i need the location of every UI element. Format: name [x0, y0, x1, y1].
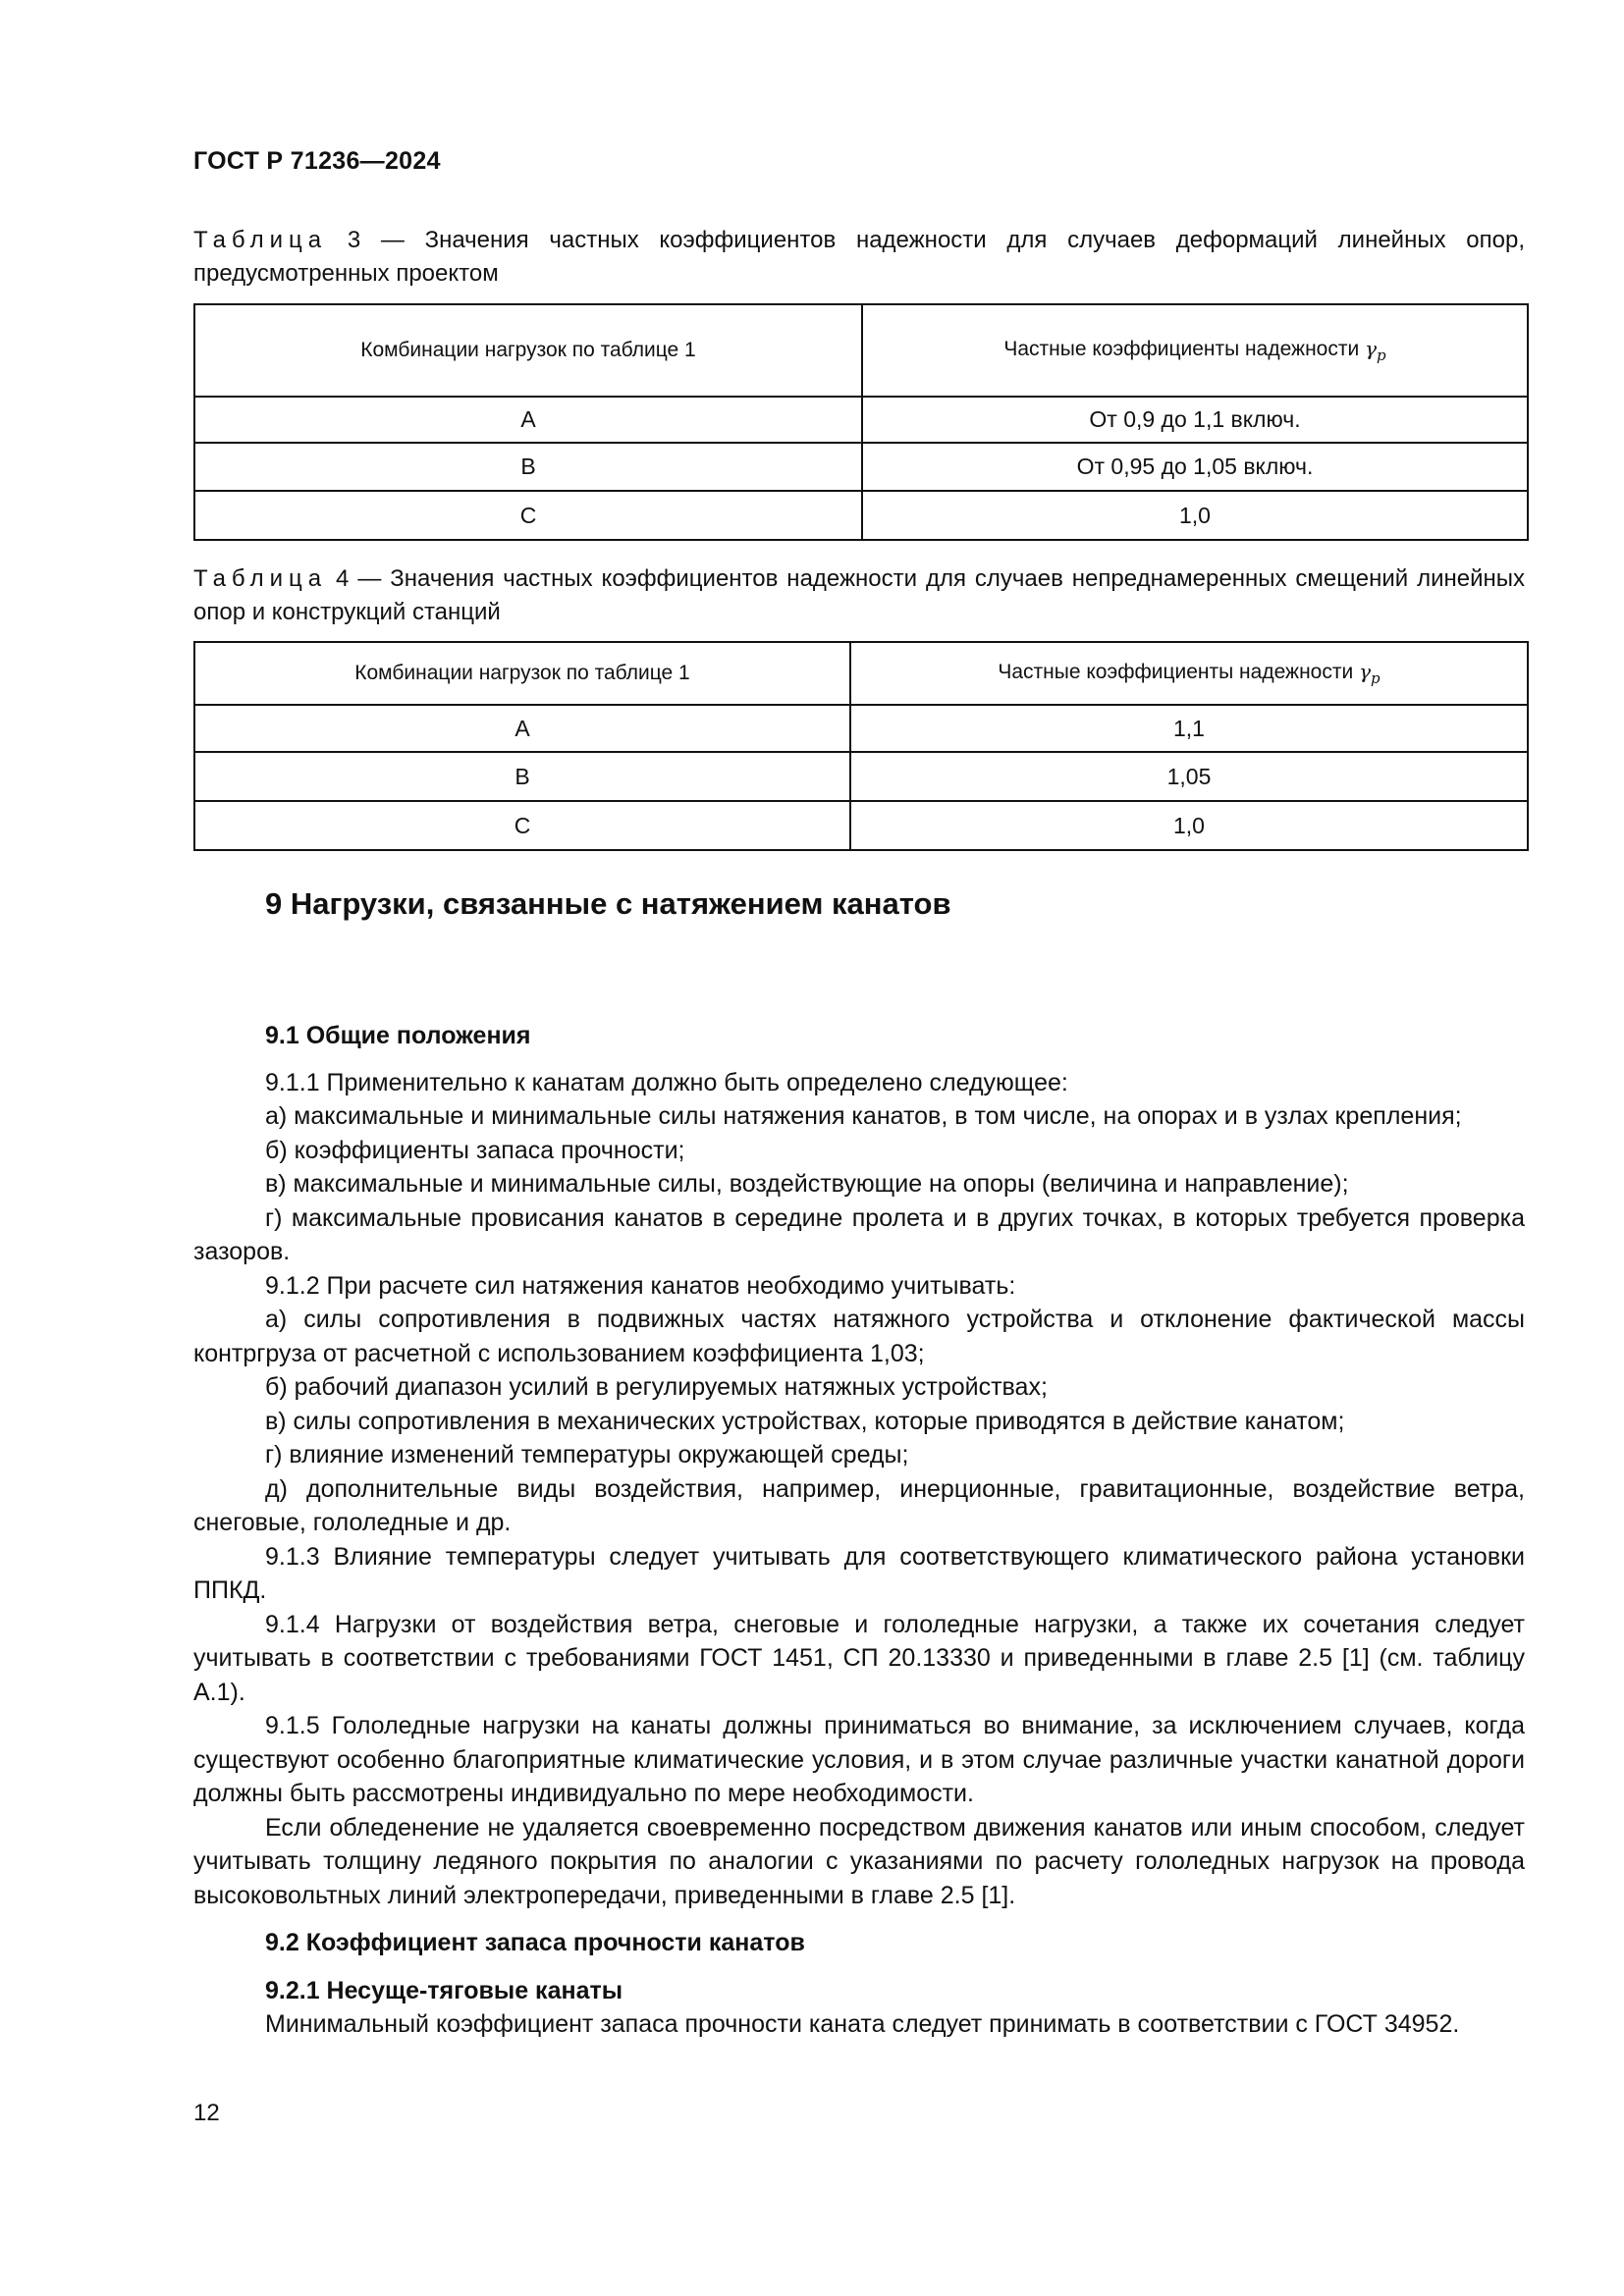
table3-caption — [193, 224, 1525, 291]
paragraph: а) максимальные и минимальные силы натяжения канатов, в том числе, на опорах и в узлах крепления; — [265, 1102, 1462, 1130]
combo-cell: C — [194, 491, 862, 540]
table4-col2-label: Частные коэффициенты надежности — [998, 661, 1354, 683]
paragraph: а) силы сопротивления в подвижных частях натяжного устройства и отклонение фактической массы контргруза от расчетной с использованием коэффициента 1,03; — [193, 1306, 1525, 1367]
section-body — [193, 1019, 1525, 2042]
table3-col2-header — [862, 304, 1528, 397]
value-cell: От 0,9 до 1,1 включ. — [862, 397, 1528, 443]
paragraph: д) дополнительные виды воздействия, например, инерционные, гравитационные, воздействие ветра, снеговые, гололедные и др. — [193, 1474, 1525, 1536]
paragraph: 9.1.3 Влияние температуры следует учитывать для соответствующего климатического района установки ППКД. — [193, 1542, 1525, 1604]
table4-caption-text: 4 — Значения частных коэффициентов надежности для случаев непреднамеренных смещений линейных опор и конструкций станций — [193, 565, 1525, 625]
combo-cell: A — [194, 705, 850, 752]
page-number: 12 — [193, 2100, 220, 2126]
paragraph: 9.1.2 При расчете сил натяжения канатов необходимо учитывать: — [265, 1271, 1016, 1300]
paragraph: 9.1.5 Гололедные нагрузки на канаты должны приниматься во внимание, за исключением случаев, когда существуют особенно благоприятные климатические условия, и в этом случае различные участки канатной дороги должны быть рассмотрены индивидуально по мере необходимости. — [193, 1712, 1525, 1807]
document-header: ГОСТ Р 71236—2024 — [193, 147, 441, 175]
combo-cell: B — [194, 443, 862, 491]
table-row — [194, 397, 1528, 443]
paragraph: г) максимальные провисания канатов в середине пролета и в других точках, в которых требуется проверка зазоров. — [193, 1203, 1525, 1265]
paragraph: 9.1.1 Применительно к канатам должно быть определено следующее: — [265, 1068, 1068, 1096]
table3-caption-text: 3 — Значения частных коэффициентов надежности для случаев деформаций линейных опор, предусмотренных проектом — [193, 227, 1525, 287]
table-row — [194, 752, 1528, 801]
table4-col1-header: Комбинации нагрузок по таблице 1 — [194, 642, 850, 705]
value-cell: 1,05 — [850, 752, 1528, 801]
paragraph: б) рабочий диапазон усилий в регулируемых натяжных устройствах; — [265, 1373, 1048, 1401]
combo-cell: A — [194, 397, 862, 443]
subsubsection-title: 9.2.1 Несуще-тяговые канаты — [265, 1976, 623, 2004]
gamma-symbol: $\gamma_p$ — [1359, 660, 1380, 687]
paragraph: г) влияние изменений температуры окружающей среды; — [265, 1441, 909, 1468]
paragraph: б) коэффициенты запаса прочности; — [265, 1136, 685, 1164]
table4-header-row — [194, 642, 1528, 705]
table3-header-row — [194, 304, 1528, 397]
table4-caption — [193, 562, 1525, 629]
table4 — [193, 641, 1529, 851]
paragraph: Минимальный коэффициент запаса прочности каната следует принимать в соответствии с ГОСТ 34952. — [265, 2010, 1460, 2038]
subsection-title: 9.2 Коэффициент запаса прочности канатов — [265, 1929, 805, 1956]
paragraph: в) максимальные и минимальные силы, воздействующие на опоры (величина и направление); — [265, 1170, 1349, 1198]
combo-cell: C — [194, 801, 850, 850]
paragraph: Если обледенение не удаляется своевременно посредством движения канатов или иным способом, следует учитывать толщину ледяного покрытия по аналогии с указаниями по расчету гололедных нагрузок на провода высоковольтных линий электропередачи, приведенными в главе 2.5 [1]. — [193, 1813, 1525, 1909]
paragraph: 9.1.4 Нагрузки от воздействия ветра, снеговые и гололедные нагрузки, а также их сочетания следует учитывать в соответствии с требованиями ГОСТ 1451, СП 20.13330 и приведенными в главе 2.5 [1] (см. таблицу А.1). — [193, 1610, 1525, 1706]
gamma-symbol: $\gamma_p$ — [1365, 337, 1386, 364]
combo-cell: B — [194, 752, 850, 801]
table-row — [194, 705, 1528, 752]
paragraph: в) силы сопротивления в механических устройствах, которые приводятся в действие канатом; — [265, 1407, 1345, 1435]
value-cell: 1,0 — [862, 491, 1528, 540]
table4-label: Таблица — [193, 565, 328, 592]
value-cell: 1,1 — [850, 705, 1528, 752]
value-cell: От 0,95 до 1,05 включ. — [862, 443, 1528, 491]
section-title: 9 Нагрузки, связанные с натяжением канатов — [265, 886, 951, 921]
value-cell: 1,0 — [850, 801, 1528, 850]
table3-col1-header: Комбинации нагрузок по таблице 1 — [194, 304, 862, 397]
table-row — [194, 801, 1528, 850]
table-row — [194, 443, 1528, 491]
table4-col2-header — [850, 642, 1528, 705]
table-row — [194, 491, 1528, 540]
subsection-title: 9.1 Общие положения — [265, 1022, 531, 1049]
table3-col2-label: Частные коэффициенты надежности — [1003, 338, 1360, 360]
table3 — [193, 303, 1529, 541]
table3-label: Таблица — [193, 227, 328, 253]
